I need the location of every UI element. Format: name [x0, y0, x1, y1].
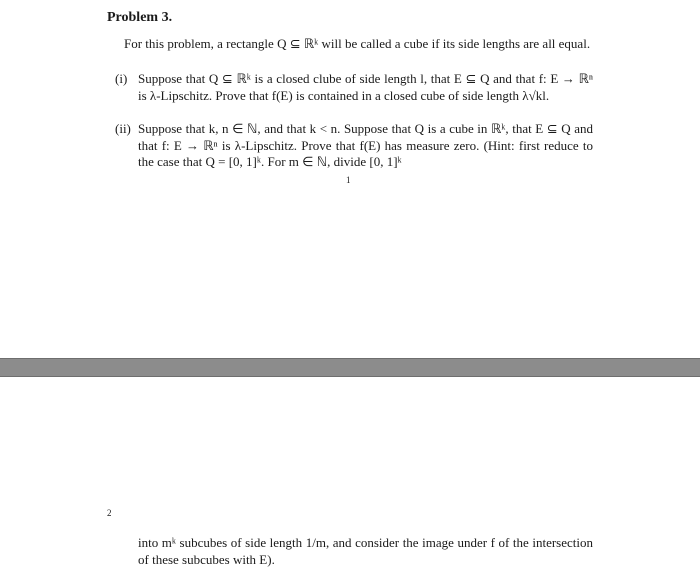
page-divider: [0, 358, 700, 377]
continuation-text: into mᵏ subcubes of side length 1/m, and consider the image under f of the intersection of these subcubes with E).: [138, 535, 593, 567]
part-text: Suppose that k, n ∈ ℕ, and that k < n. Suppose that Q is a cube in ℝᵏ, that E ⊆ Q and that f: E → ℝⁿ is λ-Lipschitz. Prove that f(E) has measure zero. (Hint: first reduce to the case that Q = [0, 1]ᵏ. For m ∈ ℕ, divide [0, 1]ᵏ: [138, 121, 593, 169]
part-text: Suppose that Q ⊆ ℝᵏ is a closed clube of side length l, that E ⊆ Q and that f: E → ℝⁿ is λ-Lipschitz. Prove that f(E) is contained in a closed cube of side length λ√kl.: [138, 71, 593, 103]
page-number: 1: [346, 175, 351, 185]
problem-intro: For this problem, a rectangle Q ⊆ ℝᵏ will be called a cube if its side lengths are all equal.: [124, 36, 591, 51]
problem-title: Problem 3.: [107, 10, 173, 25]
document-page-2: [0, 377, 700, 569]
page-number: 2: [107, 508, 112, 518]
problem-part-i: [115, 71, 593, 104]
part-label: (i): [115, 71, 128, 86]
part-label: (ii): [115, 121, 131, 136]
problem-part-ii: [115, 121, 593, 171]
